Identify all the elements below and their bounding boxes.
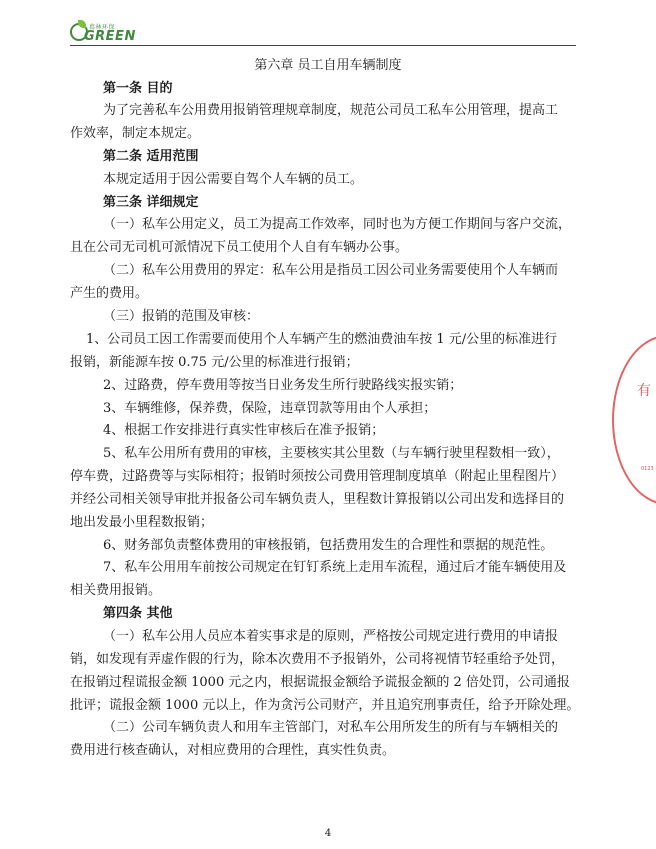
paragraph-line: （二）公司车辆负责人和用车主管部门，对私车公用所发生的所有与车辆相关的: [103, 720, 559, 735]
article-2-heading: 第二条 适用范围: [103, 149, 199, 164]
article-3-heading: 第三条 详细规定: [103, 195, 199, 210]
paragraph-line: （一）私车公用定义，员工为提高工作效率，同时也为方便工作期间与客户交流，: [103, 217, 572, 232]
logo-chinese-text: 葛林环保: [89, 24, 116, 31]
list-item: 6、财务部负责整体费用的审核报销，包括费用发生的合理性和票据的规范性。: [103, 538, 554, 553]
paragraph-line: 停车费，过路费等与实际相符；报销时须按公司费用管理制度填单（附起止里程图片）: [70, 469, 565, 484]
paragraph-line: 作效率，制定本规定。: [70, 126, 201, 141]
paragraph-line: 本规定适用于因公需要自驾个人车辆的员工。: [103, 172, 364, 187]
seal-character: 有: [637, 383, 651, 399]
paragraph-line: 批评；谎报金额 1000 元以上，作为贪污公司财产，并且追究刑事责任，给予开除处理。: [70, 698, 580, 713]
list-item: 3、车辆维修，保养费，保险，违章罚款等用由个人承担；: [103, 401, 437, 416]
logo-english-text: GREEN: [84, 29, 136, 44]
paragraph-line: （一）私车公用人员应本着实事求是的原则，严格按公司规定进行费用的申请报: [103, 629, 559, 644]
list-item: 7、私车公用用车前按公司规定在钉钉系统上走用车流程，通过后才能车辆使用及: [103, 560, 567, 575]
paragraph-line: （三）报销的范围及审核：: [103, 309, 260, 324]
list-item: 2、过路费，停车费用等按当日业务发生所行驶路线实报实销；: [103, 378, 463, 393]
paragraph-line: 且在公司无司机可派情况下员工使用个人自有车辆办公事。: [70, 240, 409, 255]
list-item: 5、私车公用所有费用的审核，主要核实其公里数（与车辆行驶里程数相一致），: [103, 446, 560, 461]
company-seal: [612, 335, 656, 505]
paragraph-line: 产生的费用。: [70, 286, 149, 301]
paragraph-line: 在报销过程谎报金额 1000 元之内，根据谎报金额给予谎报金额的 2 倍处罚，公司通报: [70, 675, 570, 690]
list-item: 4、根据工作安排进行真实性审核后在准予报销；: [103, 423, 385, 438]
list-item: 1、公司员工因工作需要而使用个人车辆产生的燃油费油车按 1 元/公里的标准进行: [86, 332, 558, 347]
chapter-title: 第六章 员工自用车辆制度: [254, 58, 402, 73]
company-logo: [70, 20, 136, 46]
header-divider: [70, 45, 576, 46]
paragraph-line: 销，如发现有弄虚作假的行为，除本次费用不予报销外，公司将视情节轻重给予处罚，: [70, 652, 565, 667]
page-number: 4: [324, 828, 332, 839]
article-1-heading: 第一条 目的: [103, 81, 173, 96]
paragraph-line: 费用进行核查确认，对相应费用的合理性，真实性负责。: [70, 743, 396, 758]
logo-leaf-icon: [78, 20, 86, 28]
paragraph-line: 为了完善私车公用费用报销管理规章制度，规范公司员工私车公用管理，提高工: [103, 103, 559, 118]
article-4-heading: 第四条 其他: [103, 606, 173, 621]
paragraph-line: 地出发最小里程数报销；: [70, 515, 214, 530]
paragraph-line: （二）私车公用费用的界定：私车公用是指员工因公司业务需要使用个人车辆而: [103, 263, 559, 278]
seal-number: 0123: [641, 466, 654, 472]
paragraph-line: 并经公司相关领导审批并报备公司车辆负责人，里程数计算报销以公司出发和选择目的: [70, 492, 565, 507]
paragraph-line: 报销，新能源车按 0.75 元/公里的标准进行报销；: [70, 355, 359, 370]
paragraph-line: 相关费用报销。: [70, 583, 162, 598]
